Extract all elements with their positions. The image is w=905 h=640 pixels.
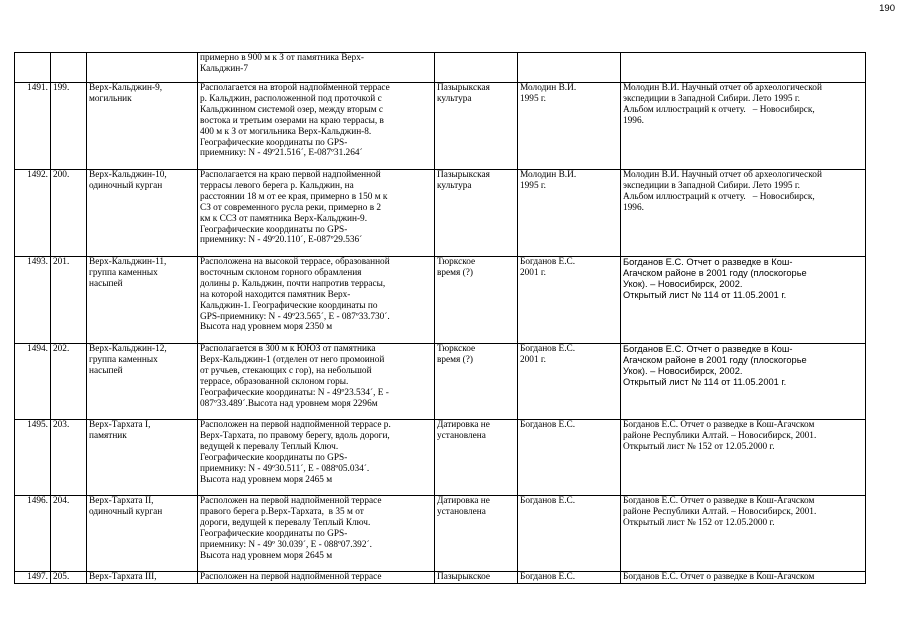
monument-name-line: одиночный курган: [89, 506, 163, 517]
reference-cell: [621, 170, 866, 257]
monument-name-line: Верх-Кальджин-12,: [89, 344, 167, 354]
monument-name-line: памятник: [89, 430, 127, 441]
table-row: [15, 496, 866, 572]
table-body: [15, 53, 866, 584]
reference-line: районе Республики Алтай. – Новосибирск, 2001.: [623, 430, 817, 441]
monuments-table: [14, 52, 866, 584]
culture-period-line: время (?): [437, 267, 473, 278]
table-row: [15, 257, 866, 344]
location-description-line: Высота над уровнем моря 2350 м: [200, 322, 333, 333]
reference-line: Богданов Е.С. Отчет о разведке в Кош-: [623, 257, 793, 267]
researcher-line: Богданов Е.С.: [520, 572, 576, 582]
culture-period-line: Датировка не: [437, 496, 490, 506]
table-row: [15, 572, 866, 584]
row-number-cell: 1491.: [15, 83, 51, 170]
location-description-cell: [198, 344, 435, 420]
culture-period-cell: [435, 344, 518, 420]
monument-name-line: могильник: [89, 93, 132, 104]
monument-name-line: группа каменных: [89, 354, 158, 365]
reference-line: Открытый лист № 114 от 11.05.2001 г.: [623, 376, 787, 387]
location-description-line: Географические координаты по GPS-: [200, 452, 348, 463]
researcher-line: Богданов Е.С.: [520, 257, 576, 267]
culture-period-line: время (?): [437, 354, 473, 365]
location-description-line: 087º33.489´.Высота над уровнем моря 2296м: [200, 398, 378, 409]
location-description-line: Кальджин-7: [200, 63, 249, 74]
reference-line: Альбом иллюстраций к отчету. – Новосибирск,: [623, 104, 815, 115]
researcher-cell: [518, 83, 621, 170]
row-number-cell: 1497.: [15, 572, 51, 584]
sub-number-cell: 200.: [51, 170, 87, 257]
reference-line: Агачском районе в 2001 году (плоскогорье: [623, 354, 807, 365]
monument-name-cell: [87, 53, 198, 83]
location-description-line: ведущей к перевалу Теплый Ключ.: [200, 441, 339, 452]
culture-period-cell: [435, 496, 518, 572]
culture-period-line: Пазырыкская: [437, 170, 490, 180]
reference-line: Открытый лист № 152 от 12.05.2000 г.: [623, 441, 775, 452]
culture-period-line: Тюркское: [437, 257, 476, 267]
researcher-line: 2001 г.: [520, 267, 547, 278]
sub-number-cell: 205.: [51, 572, 87, 584]
monument-name-line: насыпей: [89, 278, 123, 289]
location-description-line: приемнику: N - 49º30.511´, E - 088º05.034´.: [200, 463, 370, 474]
location-description-line: Географические координаты по GPS-: [200, 224, 348, 235]
location-description-line: Кальджин-1. Географические координаты по: [200, 300, 378, 311]
reference-line: Богданов Е.С. Отчет о разведке в Кош-Агачском: [623, 496, 815, 506]
researcher-cell: [518, 420, 621, 496]
location-description-line: 400 м к З от могильника Верх-Кальджин-8.: [200, 126, 372, 137]
reference-line: Агачском районе в 2001 году (плоскогорье: [623, 267, 807, 278]
reference-line: Укок). – Новосибирск, 2002.: [623, 365, 743, 376]
location-description-line: GPS-приемнику: N - 49º23.565´, E - 087º33.730´.: [200, 311, 390, 322]
monument-name-line: Верх-Кальджин-9,: [89, 83, 163, 93]
culture-period-cell: [435, 572, 518, 584]
location-description-line: приемнику: N - 49º20.110´, E-087º29.536´: [200, 235, 363, 246]
location-description-cell: [198, 83, 435, 170]
location-description-line: Кальджинном системой озер, между вторым с: [200, 104, 384, 115]
culture-period-cell: [435, 420, 518, 496]
location-description-line: р. Кальджин, расположенной под проточкой с: [200, 93, 382, 104]
location-description-cell: [198, 420, 435, 496]
reference-cell: [621, 420, 866, 496]
table-row: [15, 420, 866, 496]
reference-line: Молодин В.И. Научный отчет об археологической: [623, 83, 822, 93]
reference-line: экспедиции в Западной Сибири. Лето 1995 г.: [623, 93, 800, 104]
location-description-line: востока и третьим озерами на краю террасы, в: [200, 115, 384, 126]
researcher-line: 1995 г.: [520, 93, 547, 104]
researcher-cell: [518, 170, 621, 257]
culture-period-line: Тюркское: [437, 344, 476, 354]
location-description-line: Высота над уровнем моря 2465 м: [200, 474, 333, 485]
monument-name-cell: [87, 496, 198, 572]
monument-name-line: насыпей: [89, 365, 123, 376]
monument-name-line: Верх-Кальджин-11,: [89, 257, 167, 267]
reference-cell: [621, 496, 866, 572]
reference-line: Укок). – Новосибирск, 2002.: [623, 278, 743, 289]
monument-name-cell: [87, 572, 198, 584]
reference-cell: [621, 572, 866, 584]
location-description-line: Расположен на первой надпойменной террасе: [200, 496, 382, 506]
sub-number-cell: [51, 53, 87, 83]
table-row: [15, 83, 866, 170]
location-description-line: Высота над уровнем моря 2645 м: [200, 550, 333, 561]
reference-line: Молодин В.И. Научный отчет об археологической: [623, 170, 822, 180]
researcher-cell: [518, 257, 621, 344]
culture-period-cell: [435, 170, 518, 257]
reference-line: экспедиции в Западной Сибири. Лето 1995 г.: [623, 180, 800, 191]
sub-number-cell: 201.: [51, 257, 87, 344]
monument-name-cell: [87, 344, 198, 420]
monument-name-line: группа каменных: [89, 267, 158, 278]
location-description-line: Расположен на первой надпойменной террасе: [200, 572, 382, 582]
row-number-cell: 1492.: [15, 170, 51, 257]
page-number: 190: [879, 3, 895, 14]
table-row: [15, 53, 866, 83]
reference-line: районе Республики Алтай. – Новосибирск, 2001.: [623, 506, 817, 517]
culture-period-line: Пазырыкская: [437, 83, 490, 93]
row-number-cell: 1493.: [15, 257, 51, 344]
culture-period-line: Пазырыкское: [437, 572, 490, 582]
location-description-cell: [198, 572, 435, 584]
monument-name-line: Верх-Тархата I,: [89, 420, 151, 430]
culture-period-line: культура: [437, 93, 472, 104]
researcher-line: Молодин В.И.: [520, 170, 577, 180]
researcher-line: 2001 г.: [520, 354, 547, 365]
monument-name-cell: [87, 170, 198, 257]
location-description-line: примерно в 900 м к З от памятника Верх-: [200, 53, 364, 63]
monument-name-line: Верх-Тархата III,: [89, 572, 157, 582]
researcher-line: 1995 г.: [520, 180, 547, 191]
location-description-line: на которой находится памятник Верх-: [200, 289, 351, 300]
culture-period-cell: [435, 53, 518, 83]
location-description-line: террасы левого берега р. Кальджин, на: [200, 180, 354, 191]
location-description-line: Верх-Кальджин-1 (отделен от него промоиной: [200, 354, 385, 365]
researcher-cell: [518, 53, 621, 83]
location-description-line: правого берега р.Верх-Тархата, в 35 м от: [200, 506, 364, 517]
location-description-line: от ручьев, стекающих с гор), на небольшой: [200, 365, 372, 376]
researcher-cell: [518, 572, 621, 584]
researcher-cell: [518, 496, 621, 572]
row-number-cell: 1496.: [15, 496, 51, 572]
reference-cell: [621, 53, 866, 83]
table-row: [15, 344, 866, 420]
location-description-cell: [198, 53, 435, 83]
location-description-line: Располагается на краю первой надпойменной: [200, 170, 381, 180]
culture-period-line: установлена: [437, 506, 486, 517]
location-description-line: Географические координаты: N - 49º23.534´, E -: [200, 387, 389, 398]
researcher-line: Богданов Е.С.: [520, 496, 576, 506]
location-description-line: Верх-Тархата, по правому берегу, вдоль дороги,: [200, 430, 390, 441]
monument-name-line: одиночный курган: [89, 180, 163, 191]
researcher-line: Богданов Е.С.: [520, 344, 576, 354]
researcher-cell: [518, 344, 621, 420]
reference-line: Открытый лист № 114 от 11.05.2001 г.: [623, 289, 787, 300]
reference-line: Альбом иллюстраций к отчету. – Новосибирск,: [623, 191, 815, 202]
location-description-line: расстоянии 18 м от ее края, примерно в 150 м к: [200, 191, 388, 202]
reference-line: Богданов Е.С. Отчет о разведке в Кош-Агачском: [623, 572, 815, 582]
culture-period-line: культура: [437, 180, 472, 191]
monument-name-cell: [87, 420, 198, 496]
culture-period-line: Датировка не: [437, 420, 490, 430]
culture-period-cell: [435, 83, 518, 170]
location-description-line: восточным склоном горного обрамления: [200, 267, 362, 278]
location-description-line: приемнику: N - 49º 30.039´, E - 088º07.392´.: [200, 539, 372, 550]
reference-cell: [621, 257, 866, 344]
reference-cell: [621, 344, 866, 420]
location-description-line: СЗ от современного русла реки, примерно в 2: [200, 202, 382, 213]
sub-number-cell: 202.: [51, 344, 87, 420]
monument-name-cell: [87, 257, 198, 344]
sub-number-cell: 199.: [51, 83, 87, 170]
location-description-cell: [198, 170, 435, 257]
reference-line: Открытый лист № 152 от 12.05.2000 г.: [623, 517, 775, 528]
reference-line: 1996.: [623, 202, 644, 213]
location-description-line: Расположена на высокой террасе, образованной: [200, 257, 390, 267]
row-number-cell: 1495.: [15, 420, 51, 496]
row-number-cell: 1494.: [15, 344, 51, 420]
location-description-line: Географические координаты по GPS-: [200, 528, 348, 539]
sub-number-cell: 204.: [51, 496, 87, 572]
monument-name-line: Верх-Тархата II,: [89, 496, 154, 506]
culture-period-line: установлена: [437, 430, 486, 441]
location-description-line: Располагается на второй надпойменной террасе: [200, 83, 390, 93]
reference-line: 1996.: [623, 115, 644, 126]
location-description-line: Географические координаты по GPS-: [200, 137, 348, 148]
location-description-cell: [198, 496, 435, 572]
culture-period-cell: [435, 257, 518, 344]
location-description-line: км к ССЗ от памятника Верх-Кальджин-9.: [200, 213, 368, 224]
reference-cell: [621, 83, 866, 170]
location-description-line: долины р. Кальджин, почти напротив террасы,: [200, 278, 386, 289]
location-description-line: Расположен на первой надпойменной террасе р.: [200, 420, 391, 430]
reference-line: Богданов Е.С. Отчет о разведке в Кош-Агачском: [623, 420, 815, 430]
monument-name-cell: [87, 83, 198, 170]
sub-number-cell: 203.: [51, 420, 87, 496]
location-description-cell: [198, 257, 435, 344]
researcher-line: Богданов Е.С.: [520, 420, 576, 430]
table-row: [15, 170, 866, 257]
location-description-line: дороги, ведущей к перевалу Теплый Ключ.: [200, 517, 371, 528]
location-description-line: Располагается в 300 м к ЮЮЗ от памятника: [200, 344, 376, 354]
row-number-cell: [15, 53, 51, 83]
monument-name-line: Верх-Кальджин-10,: [89, 170, 167, 180]
location-description-line: террасе, образованной склоном горы.: [200, 376, 349, 387]
researcher-line: Молодин В.И.: [520, 83, 577, 93]
reference-line: Богданов Е.С. Отчет о разведке в Кош-: [623, 344, 793, 354]
location-description-line: приемнику: N - 49º21.516´, E-087º31.264´: [200, 148, 363, 159]
